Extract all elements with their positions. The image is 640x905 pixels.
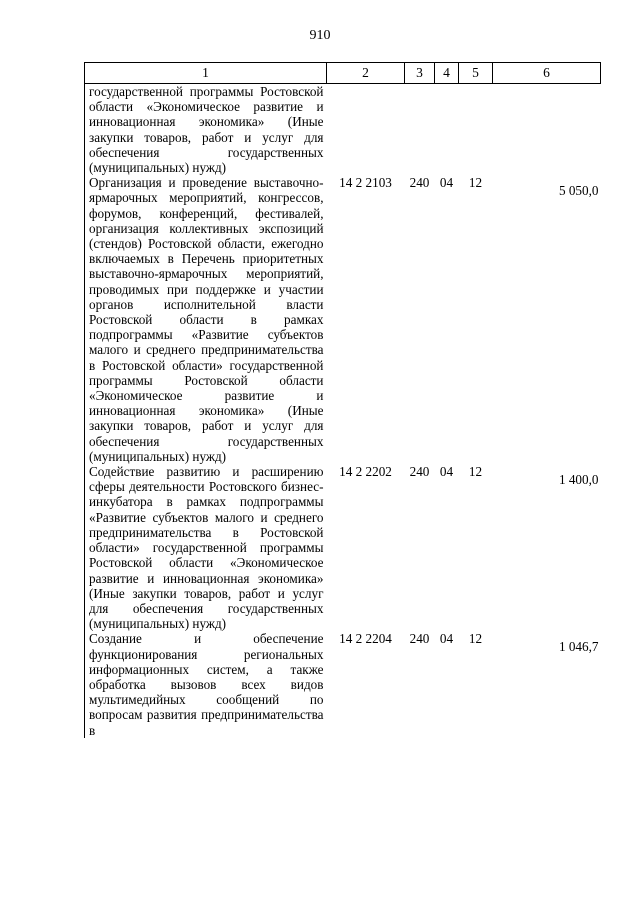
row-description: Создание и обеспечение функционирования региональных информационных систем, а также обработка вызовов всех видов мультимедийных сообщений по вопросам развития предпринимательства в — [85, 631, 327, 737]
header-col-4: 4 — [435, 63, 459, 84]
table-header — [85, 63, 601, 84]
table-row — [85, 464, 601, 631]
header-col-2: 2 — [327, 63, 405, 84]
row-code — [327, 84, 405, 176]
row-rz: 04 — [439, 175, 454, 191]
header-col-5: 5 — [459, 63, 493, 84]
row-vr: 240 — [409, 175, 430, 191]
row-rz: 04 — [439, 464, 454, 480]
row-vr — [405, 84, 435, 176]
row-description: государственной программы Ростовской области «Экономическое развитие и инновационная экономика» (Иные закупки товаров, работ и услуг для обеспечения государственных (муниципальных) нужд) — [85, 84, 327, 176]
row-code: 14 2 2103 — [339, 175, 392, 191]
row-description: Содействие развитию и расширению сферы деятельности Ростовского бизнес-инкубатора в рамках подпрограммы «Развитие субъектов малого и среднего предпринимательства в Ростовской области» государственной программы Ростовской области «Экономическое развитие и инновационная экономика» (Иные закупки товаров, работ и услуг для обеспечения государственных (муниципальных) нужд) — [85, 464, 327, 631]
row-code: 14 2 2204 — [339, 631, 392, 647]
row-amount: 1 400,0 — [558, 472, 599, 488]
row-vr: 240 — [409, 464, 430, 480]
header-col-3: 3 — [405, 63, 435, 84]
row-pr: 12 — [468, 175, 483, 191]
table-row — [85, 84, 601, 176]
row-description: Организация и проведение выставочно-ярмарочных мероприятий, конгрессов, форумов, конференций, фестивалей, организация коллективных экспозиций (стендов) Ростовской области, ежегодно включаемых в Перечень приоритетных выставочно-ярмарочных мероприятий, проводимых при поддержке и участии органов исполнительной власти Ростовской области в рамках подпрограммы «Развитие субъектов малого и среднего предпринимательства в Ростовской области» государственной программы Ростовской области «Экономическое развитие и инновационная экономика» (Иные закупки товаров, работ и услуг для обеспечения государственных (муниципальных) нужд) — [85, 175, 327, 464]
row-pr: 12 — [468, 464, 483, 480]
row-amount: 1 046,7 — [558, 639, 599, 655]
row-code: 14 2 2202 — [339, 464, 392, 480]
page-number: 910 — [309, 28, 331, 43]
row-amount: 5 050,0 — [558, 183, 599, 199]
table-row — [85, 631, 601, 737]
row-rz — [435, 84, 459, 176]
row-rz: 04 — [439, 631, 454, 647]
table-row — [85, 175, 601, 464]
row-amount — [493, 84, 601, 176]
header-col-6: 6 — [493, 63, 601, 84]
row-vr: 240 — [409, 631, 430, 647]
budget-table — [84, 62, 601, 738]
row-pr — [459, 84, 493, 176]
row-pr: 12 — [468, 631, 483, 647]
header-col-1: 1 — [85, 63, 327, 84]
